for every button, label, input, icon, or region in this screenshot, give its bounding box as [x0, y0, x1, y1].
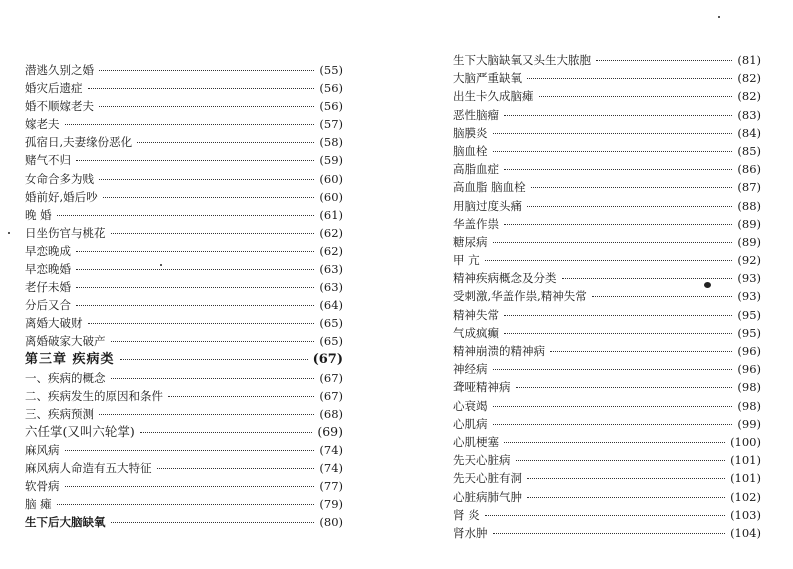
- dot-leader: [111, 233, 315, 234]
- toc-entry-title: 精神失常: [453, 307, 499, 322]
- dot-leader: [485, 260, 733, 261]
- dot-leader: [65, 450, 315, 451]
- toc-entry-title: 脑 瘫: [25, 497, 52, 512]
- dot-leader: [504, 315, 732, 316]
- dot-leader: [539, 96, 733, 97]
- toc-entry-title: 潜逃久别之婚: [25, 63, 94, 77]
- dot-leader: [103, 197, 315, 198]
- toc-entry-title: 心衰竭: [453, 398, 488, 413]
- toc-entry-page-number: (63): [319, 262, 343, 277]
- ink-speck: [160, 264, 162, 266]
- dot-leader: [168, 396, 314, 397]
- toc-entry: [25, 423, 343, 441]
- dot-leader: [99, 106, 314, 107]
- toc-entry-page-number: (69): [317, 423, 343, 439]
- toc-entry: [453, 233, 761, 251]
- toc-entry: [453, 524, 761, 542]
- dot-leader: [76, 305, 314, 306]
- toc-entry-title: 女命合多为贱: [25, 171, 94, 186]
- toc-entry-title: 糖尿病: [453, 234, 488, 249]
- toc-entry: [25, 513, 343, 531]
- dot-leader: [516, 460, 726, 461]
- toc-entry: [25, 206, 343, 224]
- toc-entry-title: 婚不顺嫁老夫: [25, 99, 94, 114]
- toc-entry-page-number: (56): [319, 99, 343, 114]
- toc-entry-page-number: (77): [319, 479, 343, 494]
- dot-leader: [140, 432, 313, 433]
- toc-entry-title: 恶性脑瘤: [453, 107, 499, 122]
- toc-entry-title: 心脏病肺气肿: [453, 489, 522, 504]
- table-of-contents-left: [25, 61, 343, 531]
- toc-entry-page-number: (93): [737, 271, 761, 286]
- toc-entry-page-number: (62): [319, 225, 343, 240]
- toc-entry-page-number: (92): [737, 253, 761, 268]
- toc-entry: [453, 397, 761, 415]
- toc-entry: [25, 405, 343, 423]
- toc-entry-page-number: (93): [737, 289, 761, 304]
- toc-entry: [453, 251, 761, 269]
- toc-entry: [25, 369, 343, 387]
- toc-entry-page-number: (104): [730, 525, 761, 540]
- toc-entry: [25, 61, 343, 79]
- toc-entry-page-number: (67): [319, 370, 343, 385]
- toc-entry: [453, 360, 761, 378]
- toc-entry-title: 早恋晚婚: [25, 262, 71, 277]
- toc-entry-page-number: (68): [319, 406, 343, 421]
- toc-entry: [453, 469, 761, 487]
- dot-leader: [493, 133, 733, 134]
- toc-entry-page-number: (74): [319, 461, 343, 476]
- toc-entry-title: 麻风病人命造有五大特征: [25, 461, 152, 476]
- dot-leader: [493, 369, 733, 370]
- toc-entry-title: 二、疾病发生的原因和条件: [25, 388, 163, 403]
- dot-leader: [111, 522, 315, 523]
- toc-entry-title: 肾 炎: [453, 507, 480, 522]
- toc-entry: [25, 242, 343, 260]
- toc-entry-title: 华盖作祟: [453, 216, 499, 231]
- toc-entry-page-number: (83): [737, 107, 761, 122]
- dot-leader: [504, 169, 732, 170]
- toc-entry-title: 先天心脏有洞: [453, 471, 522, 486]
- toc-entry: [25, 278, 343, 296]
- toc-entry-title: 老仔未婚: [25, 280, 71, 295]
- toc-entry-title: 第三章 疾病类: [25, 351, 115, 367]
- toc-entry-title: 心肌梗塞: [453, 434, 499, 449]
- dot-leader: [120, 359, 308, 360]
- toc-entry: [25, 314, 343, 332]
- toc-entry-title: 高血脂 脑血栓: [453, 180, 526, 195]
- toc-entry: [453, 378, 761, 396]
- dot-leader: [76, 160, 314, 161]
- toc-entry-page-number: (63): [319, 280, 343, 295]
- dot-leader: [76, 269, 314, 270]
- dot-leader: [527, 206, 732, 207]
- toc-entry-page-number: (64): [319, 298, 343, 313]
- toc-entry-page-number: (89): [737, 234, 761, 249]
- toc-entry-page-number: (102): [730, 489, 761, 504]
- toc-entry-page-number: (67): [319, 388, 343, 403]
- dot-leader: [99, 414, 314, 415]
- dot-leader: [65, 124, 315, 125]
- toc-entry-page-number: (89): [737, 216, 761, 231]
- toc-entry-title: 肾水肿: [453, 525, 488, 540]
- toc-entry-title: 六任掌(又叫六轮掌): [25, 423, 135, 439]
- dot-leader: [531, 187, 733, 188]
- toc-entry-page-number: (84): [737, 125, 761, 140]
- dot-leader: [57, 504, 315, 505]
- toc-entry: [453, 269, 761, 287]
- toc-entry-page-number: (56): [319, 81, 343, 96]
- toc-entry-page-number: (96): [737, 344, 761, 358]
- dot-leader: [88, 88, 315, 89]
- toc-entry: [25, 387, 343, 405]
- dot-leader: [493, 424, 733, 425]
- toc-entry: [453, 306, 761, 324]
- dot-leader: [504, 333, 732, 334]
- toc-entry: [453, 215, 761, 233]
- dot-leader: [493, 242, 733, 243]
- toc-entry-page-number: (87): [737, 180, 761, 195]
- toc-entry: [25, 79, 343, 97]
- toc-entry-title: 出生卡久成脑瘫: [453, 89, 534, 104]
- toc-entry-title: 神经病: [453, 362, 488, 377]
- toc-entry: [453, 69, 761, 87]
- toc-entry-page-number: (81): [737, 53, 761, 67]
- dot-leader: [527, 478, 725, 479]
- toc-entry-page-number: (74): [319, 442, 343, 457]
- toc-entry-title: 精神崩溃的精神病: [453, 344, 545, 358]
- toc-entry-page-number: (55): [319, 63, 343, 77]
- dot-leader: [493, 151, 733, 152]
- toc-entry: [25, 441, 343, 459]
- dot-leader: [493, 406, 733, 407]
- toc-entry-page-number: (82): [737, 89, 761, 104]
- toc-entry: [25, 151, 343, 169]
- toc-entry: [25, 97, 343, 115]
- toc-entry: [453, 106, 761, 124]
- toc-entry: [453, 433, 761, 451]
- toc-entry-page-number: (61): [319, 207, 343, 222]
- dot-leader: [527, 497, 725, 498]
- toc-entry: [453, 51, 761, 69]
- toc-entry-page-number: (85): [737, 143, 761, 158]
- toc-entry-title: 甲 亢: [453, 253, 480, 268]
- toc-entry-page-number: (101): [730, 453, 761, 468]
- toc-entry: [453, 506, 761, 524]
- toc-entry-page-number: (59): [319, 153, 343, 168]
- toc-entry-title: 孤宿日,夫妻缘份恶化: [25, 135, 133, 150]
- dot-leader: [504, 224, 732, 225]
- dot-leader: [76, 251, 314, 252]
- toc-entry-title: 先天心脏病: [453, 453, 511, 468]
- toc-entry: [25, 459, 343, 477]
- dot-leader: [596, 60, 732, 61]
- toc-entry-title: 大脑严重缺氧: [453, 71, 522, 86]
- toc-entry-title: 离婚大破财: [25, 316, 83, 331]
- ink-speck: [8, 232, 10, 234]
- toc-entry-page-number: (86): [737, 162, 761, 177]
- dot-leader: [527, 78, 732, 79]
- toc-entry: [453, 415, 761, 433]
- dot-leader: [504, 442, 725, 443]
- dot-leader: [157, 468, 315, 469]
- toc-entry-page-number: (60): [319, 189, 343, 204]
- toc-entry: [25, 170, 343, 188]
- toc-entry-title: 精神疾病概念及分类: [453, 271, 557, 286]
- toc-entry-title: 一、疾病的概念: [25, 370, 106, 385]
- dot-leader: [76, 287, 314, 288]
- dot-leader: [493, 533, 726, 534]
- ink-blot: [704, 282, 711, 288]
- toc-entry-page-number: (88): [737, 198, 761, 213]
- toc-entry-page-number: (65): [319, 316, 343, 331]
- toc-entry-page-number: (65): [319, 334, 343, 349]
- toc-entry-page-number: (98): [737, 380, 761, 395]
- toc-entry: [453, 160, 761, 178]
- toc-entry: [25, 332, 343, 350]
- toc-entry: [25, 260, 343, 278]
- toc-entry-page-number: (101): [730, 471, 761, 486]
- toc-entry-title: 聋哑精神病: [453, 380, 511, 395]
- toc-entry-page-number: (62): [319, 243, 343, 258]
- toc-entry-title: 生下大脑缺氧又头生大脓胞: [453, 53, 591, 67]
- dot-leader: [57, 215, 315, 216]
- right-page: [397, 0, 793, 569]
- toc-entry: [453, 287, 761, 305]
- toc-entry-page-number: (67): [312, 351, 343, 367]
- dot-leader: [111, 378, 315, 379]
- toc-entry-title: 高脂血症: [453, 162, 499, 177]
- toc-entry: [25, 115, 343, 133]
- toc-entry-title: 分后又合: [25, 298, 71, 313]
- toc-entry-title: 离婚破家大破产: [25, 334, 106, 349]
- toc-entry: [453, 488, 761, 506]
- toc-entry-title: 日坐伤官与桃花: [25, 225, 106, 240]
- toc-entry-page-number: (95): [737, 307, 761, 322]
- toc-entry-page-number: (79): [319, 497, 343, 512]
- dot-leader: [99, 179, 314, 180]
- toc-entry-title: 软骨病: [25, 479, 60, 494]
- toc-entry-title: 受刺激,华盖作祟,精神失常: [453, 289, 587, 304]
- toc-entry-page-number: (95): [737, 325, 761, 340]
- toc-entry-page-number: (99): [737, 416, 761, 431]
- toc-entry-title: 心肌病: [453, 416, 488, 431]
- toc-entry-title: 脑血栓: [453, 143, 488, 158]
- toc-entry: [453, 197, 761, 215]
- toc-entry: [453, 178, 761, 196]
- dot-leader: [516, 387, 733, 388]
- toc-entry-title: 晚 婚: [25, 207, 52, 222]
- toc-entry: [453, 124, 761, 142]
- toc-entry: [453, 451, 761, 469]
- toc-entry-page-number: (96): [737, 362, 761, 377]
- toc-entry-page-number: (100): [730, 434, 761, 449]
- toc-entry-page-number: (57): [319, 117, 343, 132]
- toc-entry-title: 脑膜炎: [453, 125, 488, 140]
- toc-entry: [453, 342, 761, 360]
- table-of-contents-right: [453, 51, 761, 542]
- toc-entry-title: 嫁老夫: [25, 117, 60, 132]
- dot-leader: [485, 515, 725, 516]
- toc-entry: [453, 142, 761, 160]
- dot-leader: [99, 70, 314, 71]
- toc-entry: [25, 224, 343, 242]
- ink-speck: [718, 16, 720, 18]
- toc-entry: [453, 324, 761, 342]
- dot-leader: [137, 142, 314, 143]
- toc-entry: [25, 133, 343, 151]
- toc-entry: [25, 477, 343, 495]
- dot-leader: [504, 115, 732, 116]
- toc-entry-title: 三、疾病预测: [25, 406, 94, 421]
- toc-entry-title: 麻风病: [25, 442, 60, 457]
- toc-entry-title: 生下后大脑缺氧: [25, 515, 106, 530]
- toc-entry: [25, 495, 343, 513]
- toc-entry-page-number: (60): [319, 171, 343, 186]
- dot-leader: [550, 351, 732, 352]
- dot-leader: [88, 323, 315, 324]
- dot-leader: [592, 296, 733, 297]
- toc-entry-page-number: (80): [319, 515, 343, 530]
- toc-entry-title: 早恋晚成: [25, 243, 71, 258]
- toc-entry: [25, 188, 343, 206]
- toc-entry: [453, 87, 761, 105]
- dot-leader: [65, 486, 315, 487]
- toc-entry-page-number: (98): [737, 398, 761, 413]
- toc-entry-title: 用脑过度头痛: [453, 198, 522, 213]
- toc-entry-title: 婚灾后遗症: [25, 81, 83, 96]
- dot-leader: [111, 341, 315, 342]
- toc-entry-page-number: (82): [737, 71, 761, 86]
- dot-leader: [562, 278, 733, 279]
- toc-entry-title: 婚前好,婚后吵: [25, 189, 98, 204]
- toc-entry-title: 赌气不归: [25, 153, 71, 168]
- toc-entry-title: 气成疯癫: [453, 325, 499, 340]
- toc-entry-page-number: (58): [319, 135, 343, 150]
- toc-entry: [25, 296, 343, 314]
- chapter-heading: [25, 351, 343, 369]
- toc-entry-page-number: (103): [730, 507, 761, 522]
